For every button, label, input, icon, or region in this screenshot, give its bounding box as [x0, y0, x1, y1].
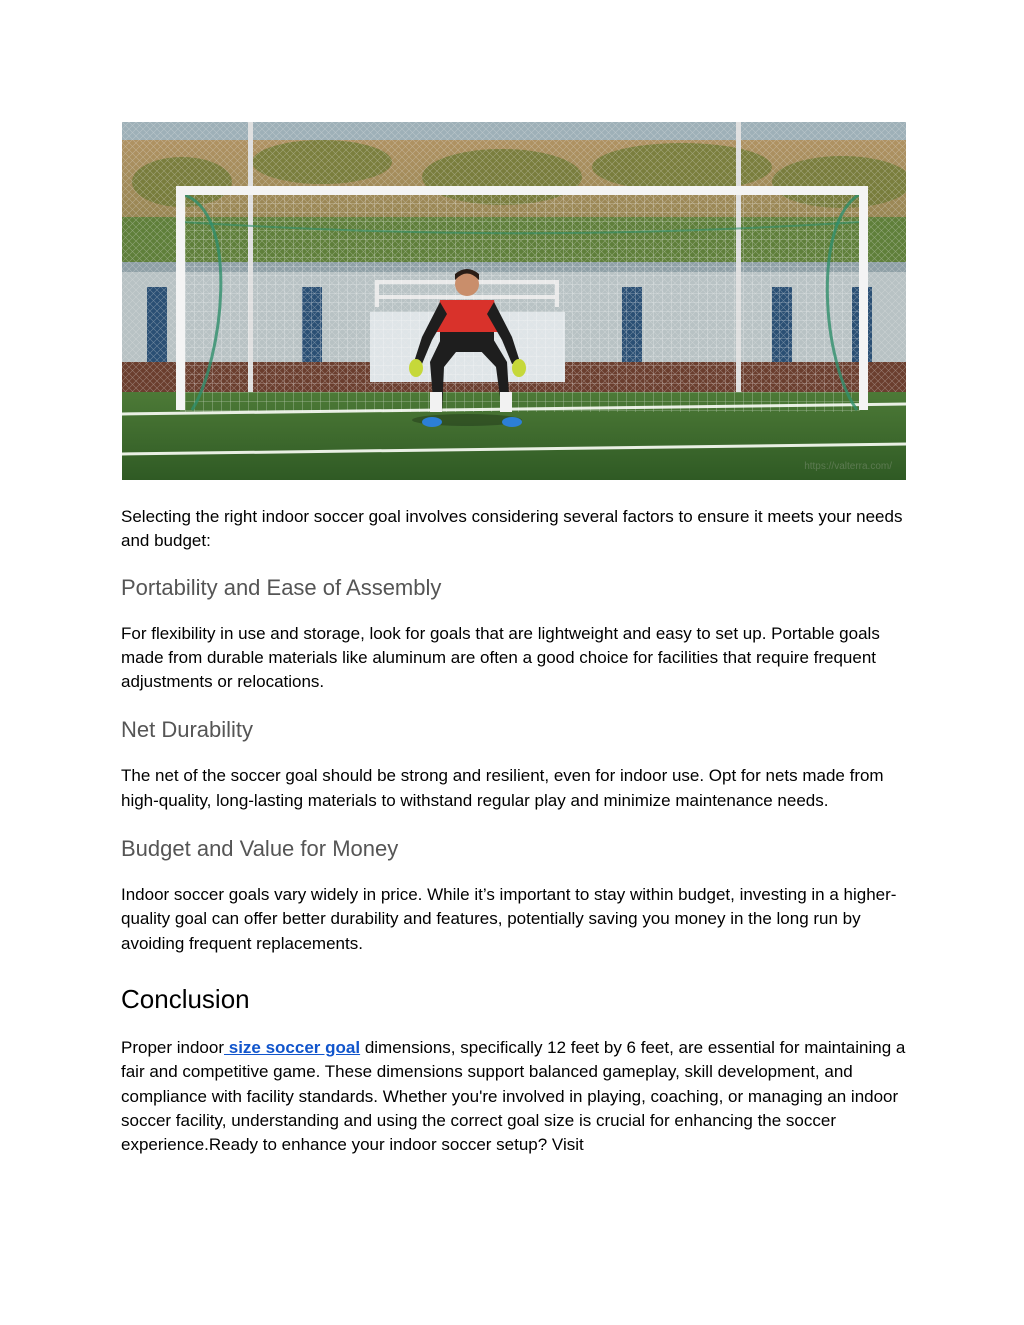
size-soccer-goal-link[interactable]: size soccer goal [224, 1037, 361, 1057]
paragraph-conclusion [121, 1036, 911, 1157]
image-watermark: https://valterra.com/ [804, 461, 892, 472]
paragraph-portability: For flexibility in use and storage, look for goals that are lightweight and easy to set up. Portable goals made from durable materials like aluminum are often a good choice for facilities that require frequent adjustments or relocations. [121, 623, 880, 692]
heading-conclusion: Conclusion [121, 983, 250, 1014]
paragraph-net-durability: The net of the soccer goal should be strong and resilient, even for indoor use. Opt for nets made from high-quality, long-lasting materials to withstand regular play and minimize maintenance needs. [121, 766, 884, 810]
heading-budget: Budget and Value for Money [121, 836, 399, 862]
conclusion-text-before: Proper indoor [121, 1037, 225, 1057]
goalkeeper-photo [122, 122, 906, 480]
article-body [121, 505, 911, 1157]
conclusion-text-after: dimensions, specifically 12 feet by 6 feet, are essential for maintaining a fair and competitive game. These dimensions support balanced gameplay, skill development, and compliance with facility standards. Whether you're involved in playing, coaching, or managing an indoor soccer facility, understanding and using the correct goal size is crucial for enhancing the soccer experience.Ready to enhance your indoor soccer setup? Visit [121, 1037, 906, 1155]
intro-paragraph: Selecting the right indoor soccer goal involves considering several factors to ensure it meets your needs and budget: [121, 507, 903, 551]
hero-image [122, 122, 906, 480]
heading-portability: Portability and Ease of Assembly [121, 574, 442, 600]
paragraph-budget: Indoor soccer goals vary widely in price. While it’s important to stay within budget, investing in a higher-quality goal can offer better durability and features, potentially saving you money in the long run by avoiding frequent replacements. [121, 885, 897, 953]
heading-net-durability: Net Durability [121, 717, 254, 743]
